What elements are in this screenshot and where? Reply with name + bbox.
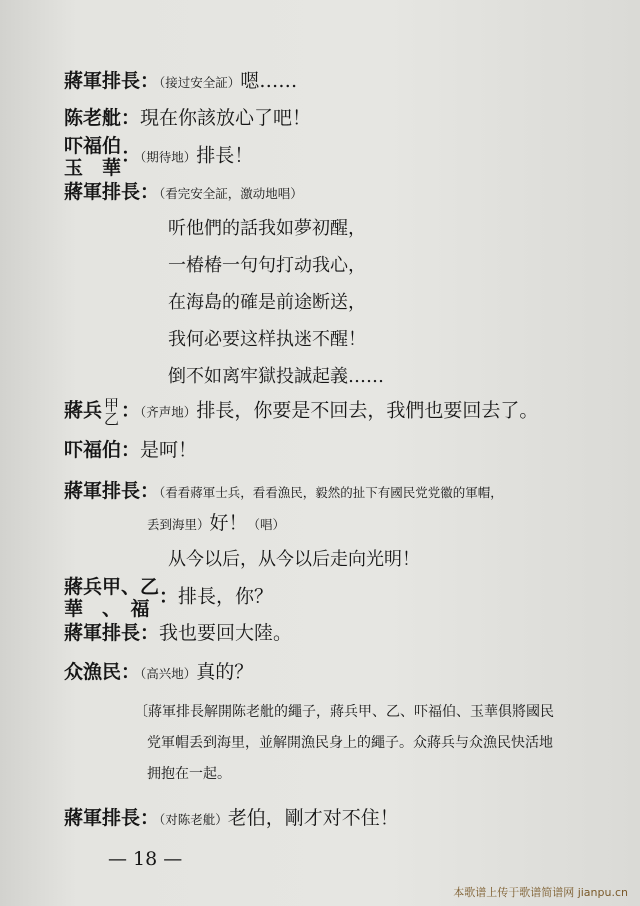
speech-text: 真的？ [196, 661, 254, 683]
speech-text: 嗯…… [240, 70, 298, 92]
watermark: 本歌谱上传于歌谱简谱网 jianpu.cn [453, 886, 628, 899]
dialogue-line-5: 蔣兵 甲 乙 ：（齐声地）排長，你要是不回去，我們也要回去了。 [64, 396, 539, 428]
dialogue-line-8: 蔣兵甲、乙 華 、 福 ：排長，你？ [64, 576, 274, 620]
song-line: 一椿椿一句句打动我心， [168, 255, 366, 276]
dialogue-line-1 [64, 72, 297, 91]
speaker-label: 蔣軍排長： [64, 181, 160, 203]
dialogue-line-7-cont [147, 514, 285, 533]
speaker-label: 蔣軍排長： [64, 480, 160, 502]
speech-text: 排長！ [196, 144, 254, 167]
stage-direction: （期待地） [140, 149, 197, 165]
speech-text: 好！ [209, 512, 248, 534]
speaker-label: 众漁民： [64, 661, 141, 683]
speaker-label: 蔣兵 [64, 399, 103, 422]
speaker-label: 吓福伯： [64, 439, 141, 461]
speaker-label: 陈老舭： [64, 107, 141, 129]
stage-direction: （对陈老舭） [159, 812, 228, 827]
stage-direction: （唱） [247, 517, 286, 532]
speech-text: 排長，你？ [178, 585, 274, 608]
dialogue-line-2 [64, 109, 311, 128]
stage-direction: （齐声地） [140, 404, 197, 420]
speaker-label: 蔣軍排長： [64, 622, 160, 644]
speech-text: 老伯，剛才对不住！ [227, 807, 399, 829]
speaker-stack: 吓福伯 玉 華 [64, 135, 122, 179]
stage-direction: （接过安全証） [159, 75, 241, 90]
speech-text: 現在你該放心了吧！ [140, 107, 312, 129]
speaker-label: 蔣軍排長： [64, 807, 160, 829]
speaker-label: 蔣軍排長： [64, 70, 160, 92]
stage-direction: （高兴地） [140, 666, 197, 681]
speaker-subscript: 甲 乙 [104, 396, 120, 428]
song-line: 在海島的確是前途断送， [168, 292, 366, 313]
song-line: 听他們的話我如夢初醒， [168, 218, 366, 239]
speech-text: 排長，你要是不回去，我們也要回去了。 [196, 399, 539, 422]
speaker-stack: 蔣兵甲、乙 華 、 福 [64, 576, 160, 620]
speech-text: 是呵！ [140, 439, 198, 461]
stage-direction: 丢到海里） [147, 517, 210, 532]
dialogue-line-3: 吓福伯 玉 華 ：（期待地）排長！ [64, 135, 254, 179]
dialogue-line-7 [64, 482, 503, 501]
stage-direction-block: 〔蔣軍排長解開陈老舭的繩子，蔣兵甲、乙、吓福伯、玉華俱將國民 [134, 704, 554, 720]
dialogue-line-10 [64, 663, 253, 682]
song-line: 从今以后，从今以后走向光明！ [168, 549, 420, 570]
dialogue-line-6 [64, 441, 197, 460]
dialogue-line-11 [64, 809, 399, 828]
stage-direction-block: 党軍帽丢到海里，並解開漁民身上的繩子。众蔣兵与众漁民快活地 [147, 735, 553, 751]
dialogue-line-9 [64, 624, 292, 643]
song-line: 倒不如离牢獄投誠起義…… [168, 366, 384, 387]
song-line: 我何必要这样执迷不醒！ [168, 329, 366, 350]
speech-text: 我也要回大陸。 [159, 622, 293, 644]
page-number: — 18 — [108, 848, 183, 870]
stage-direction: （看看蔣軍士兵，看看漁民，毅然的扯下有國民党党徽的軍帽， [159, 485, 503, 500]
stage-direction-block: 拥抱在一起。 [147, 766, 231, 782]
dialogue-line-4 [64, 183, 303, 202]
stage-direction: （看完安全証，激动地唱） [159, 186, 303, 201]
